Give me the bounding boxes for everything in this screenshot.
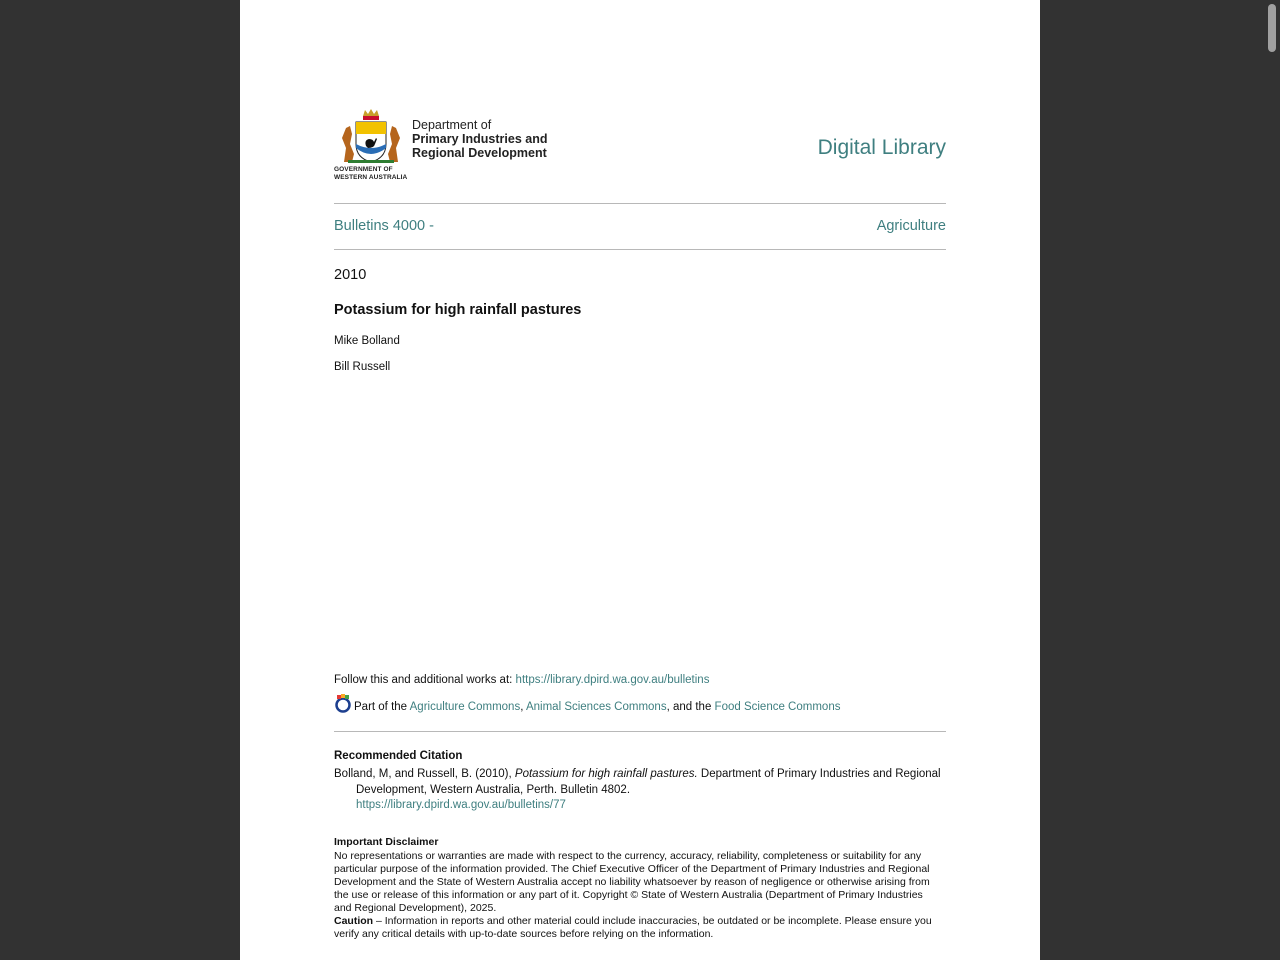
follow-prefix: Follow this and additional works at:: [334, 674, 516, 686]
disclaimer-heading: Important Disclaimer: [334, 836, 439, 848]
citation-divider: [334, 731, 946, 732]
nav-divider: [334, 249, 946, 250]
bulletins-url-link[interactable]: https://library.dpird.wa.gov.au/bulletins: [515, 674, 710, 686]
government-label: GOVERNMENT OF WESTERN AUSTRALIA: [334, 166, 408, 181]
scrollbar-thumb[interactable]: [1268, 4, 1276, 52]
page-header: [334, 108, 946, 184]
separator: ,: [520, 701, 526, 713]
citation-heading: Recommended Citation: [334, 750, 463, 762]
citation-text: Bolland, M, and Russell, B. (2010), Potassium for high rainfall pastures. Department of Primary Industries and Regional Development, Western Australia, Perth. Bulletin 4802. https://library.dpird.wa.gov.au/bulletins/77: [334, 768, 941, 811]
discipline-link[interactable]: Agriculture: [876, 218, 946, 234]
document-page: [240, 0, 1040, 960]
disclaimer-text: No representations or warranties are made with respect to the currency, accuracy, reliability, completeness or suitability for any particular purpose of the information provided. The Chief Executive Officer of the Department of Primary Industries and Regional Development and the State of Western Australia accept no liability whatsoever by reason of negligence or otherwise arising from the use or release of this information or any part of it. Copyright © State of Western Australia (Department of Primary Industries and Regional Development), 2025. Caution – Information in reports and other material could include inaccuracies, be outdated or be incomplete. Please ensure you verify any critical details with up-to-date sources before relying on the information.: [334, 850, 932, 940]
animal-sciences-commons-link[interactable]: Animal Sciences Commons: [525, 701, 667, 713]
agriculture-commons-link[interactable]: Agriculture Commons: [409, 701, 521, 713]
digital-commons-icon: [334, 694, 352, 714]
commons-line: [334, 694, 840, 714]
department-name: Department of Primary Industries and Regional Development: [412, 118, 548, 160]
author-name: Mike Bolland: [334, 335, 400, 347]
part-of-prefix: Part of the: [354, 701, 410, 713]
publication-year: 2010: [334, 267, 367, 283]
separator: , and the: [666, 701, 715, 713]
follow-line: [334, 674, 709, 686]
citation-url-link[interactable]: https://library.dpird.wa.gov.au/bulletins/77: [356, 799, 566, 811]
header-divider: [334, 203, 946, 204]
document-title: Potassium for high rainfall pastures: [334, 302, 582, 318]
coat-of-arms-icon: [334, 108, 408, 164]
food-science-commons-link[interactable]: Food Science Commons: [714, 701, 841, 713]
digital-library-title: Digital Library: [817, 136, 946, 159]
dpird-logo: [334, 108, 564, 184]
series-link[interactable]: Bulletins 4000 -: [334, 218, 434, 234]
author-name: Bill Russell: [334, 361, 391, 373]
